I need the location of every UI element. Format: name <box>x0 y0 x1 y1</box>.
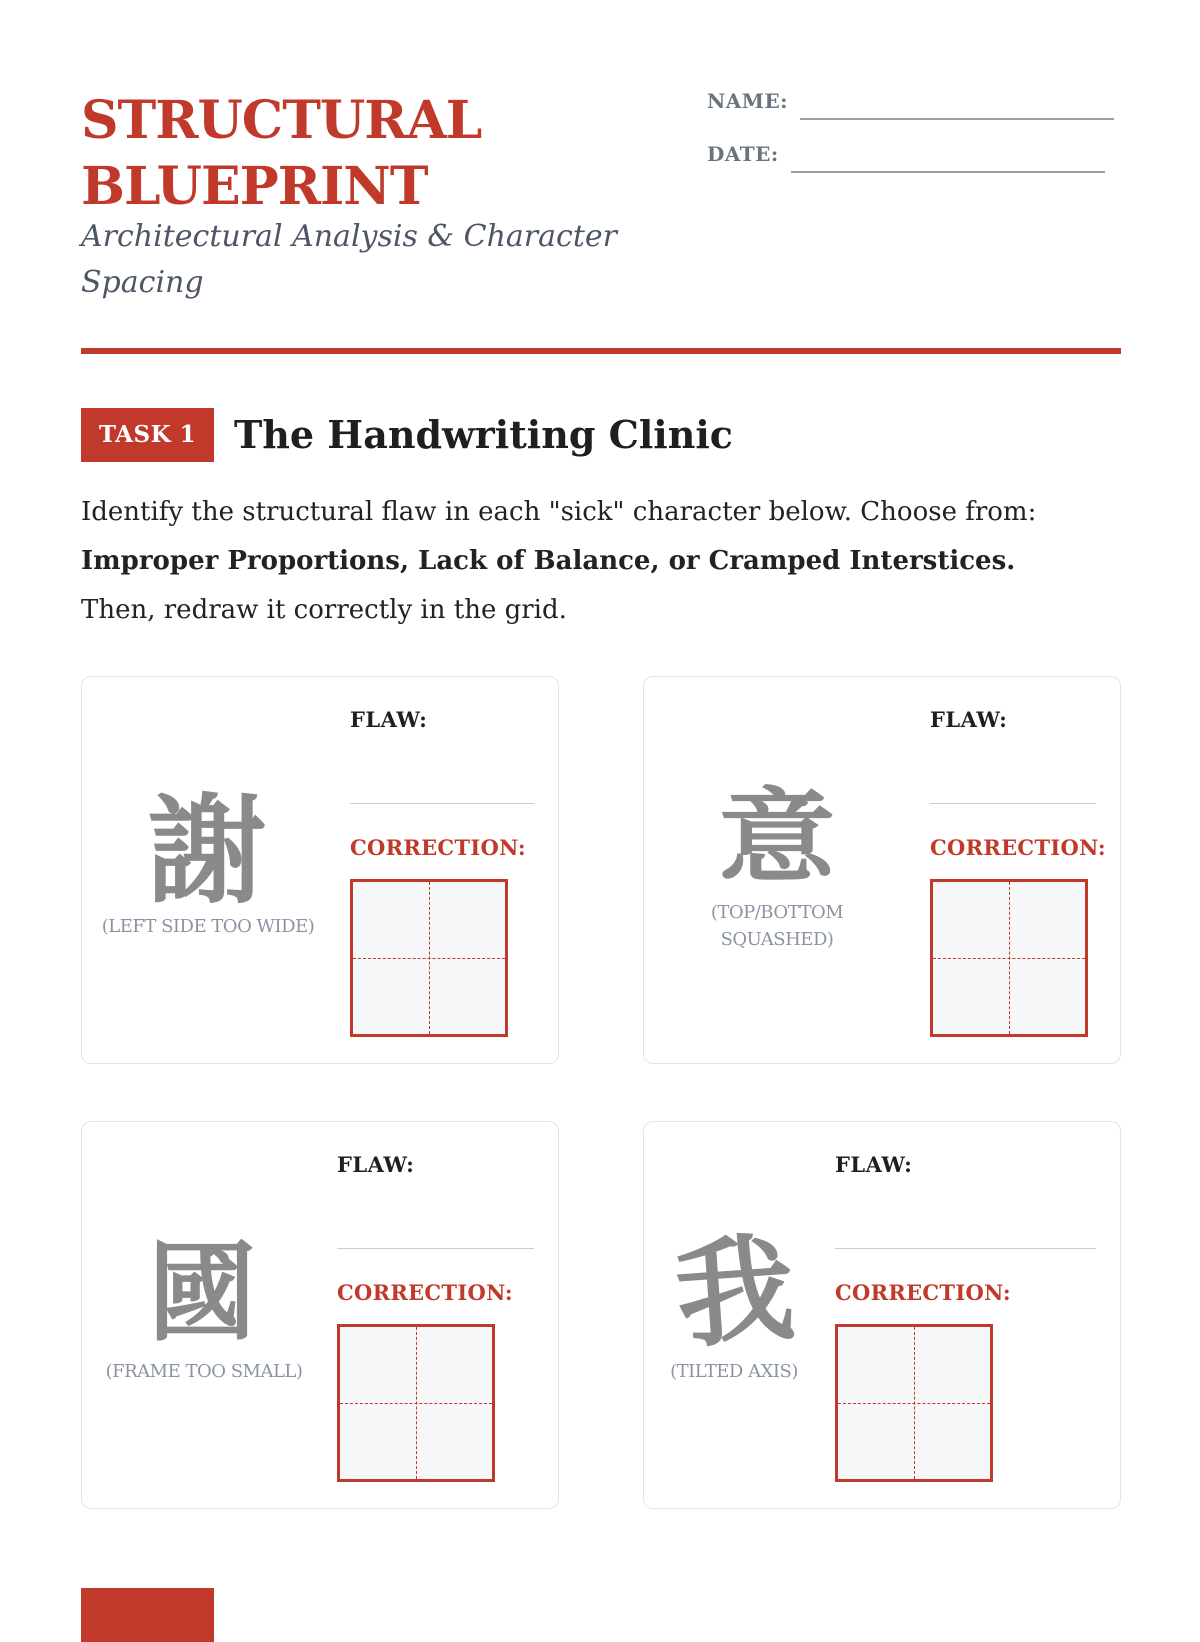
diagnosis-hint: (FRAME TOO SMALL) <box>105 1361 303 1382</box>
flaw-answer-line[interactable] <box>337 1248 534 1249</box>
diagnosis-line-1: (TOP/BOTTOM <box>710 902 844 923</box>
grid-horizontal-guide <box>933 958 1085 959</box>
task-1-badge: TASK 1 <box>81 408 214 462</box>
task-1-instructions <box>81 488 1121 635</box>
name-row <box>707 88 1121 141</box>
grid-horizontal-guide <box>340 1403 492 1404</box>
sick-character: 謝 <box>147 782 266 920</box>
worksheet-header <box>81 88 1121 358</box>
flaw-label: FLAW: <box>930 707 1008 732</box>
flaw-answer-line[interactable] <box>835 1248 1096 1249</box>
sick-character: 我 <box>671 1219 799 1365</box>
correction-label: CORRECTION: <box>835 1280 1011 1305</box>
task-1-header <box>81 408 1121 462</box>
instruction-line-1: Identify the structural flaw in each "sick" character below. Choose from: <box>81 497 1037 527</box>
correction-label: CORRECTION: <box>337 1280 513 1305</box>
correction-grid[interactable] <box>930 879 1088 1037</box>
correction-grid[interactable] <box>337 1324 495 1482</box>
flaw-label: FLAW: <box>337 1152 415 1177</box>
date-row <box>707 141 1121 194</box>
diagnosis-hint: (TILTED AXIS) <box>670 1361 798 1382</box>
flaw-label: FLAW: <box>835 1152 913 1177</box>
task-1-title: The Handwriting Clinic <box>234 412 733 457</box>
clinic-card-4 <box>643 1121 1121 1509</box>
correction-label: CORRECTION: <box>930 835 1106 860</box>
flaw-label: FLAW: <box>350 707 428 732</box>
diagnosis-hint <box>674 899 880 953</box>
header-divider <box>81 348 1121 354</box>
clinic-card-2 <box>643 676 1121 1064</box>
date-field[interactable] <box>791 171 1105 173</box>
subtitle-line-2: Spacing <box>81 265 204 300</box>
flaw-answer-line[interactable] <box>350 803 534 804</box>
name-field[interactable] <box>800 118 1114 120</box>
worksheet-subtitle <box>81 214 681 306</box>
sick-character: 意 <box>717 777 836 897</box>
clinic-card-1 <box>81 676 559 1064</box>
subtitle-line-1: Architectural Analysis & Character <box>81 219 617 254</box>
name-label: NAME: <box>707 89 789 113</box>
worksheet-title <box>81 88 641 220</box>
task-2-badge <box>81 1588 214 1642</box>
instruction-line-3: Then, redraw it correctly in the grid. <box>81 595 567 625</box>
correction-grid[interactable] <box>835 1324 993 1482</box>
correction-grid[interactable] <box>350 879 508 1037</box>
instruction-flaw-options: Improper Proportions, Lack of Balance, or Cramped Interstices. <box>81 546 1016 576</box>
grid-horizontal-guide <box>838 1403 990 1404</box>
title-line-1: STRUCTURAL <box>81 90 482 151</box>
student-info <box>707 88 1121 194</box>
date-label: DATE: <box>707 142 779 166</box>
sick-character: 國 <box>147 1231 256 1356</box>
grid-horizontal-guide <box>353 958 505 959</box>
correction-label: CORRECTION: <box>350 835 526 860</box>
flaw-answer-line[interactable] <box>930 803 1096 804</box>
clinic-card-3 <box>81 1121 559 1509</box>
diagnosis-hint: (LEFT SIDE TOO WIDE) <box>101 916 315 937</box>
title-line-2: BLUEPRINT <box>81 156 428 217</box>
diagnosis-line-2: SQUASHED) <box>720 929 834 950</box>
